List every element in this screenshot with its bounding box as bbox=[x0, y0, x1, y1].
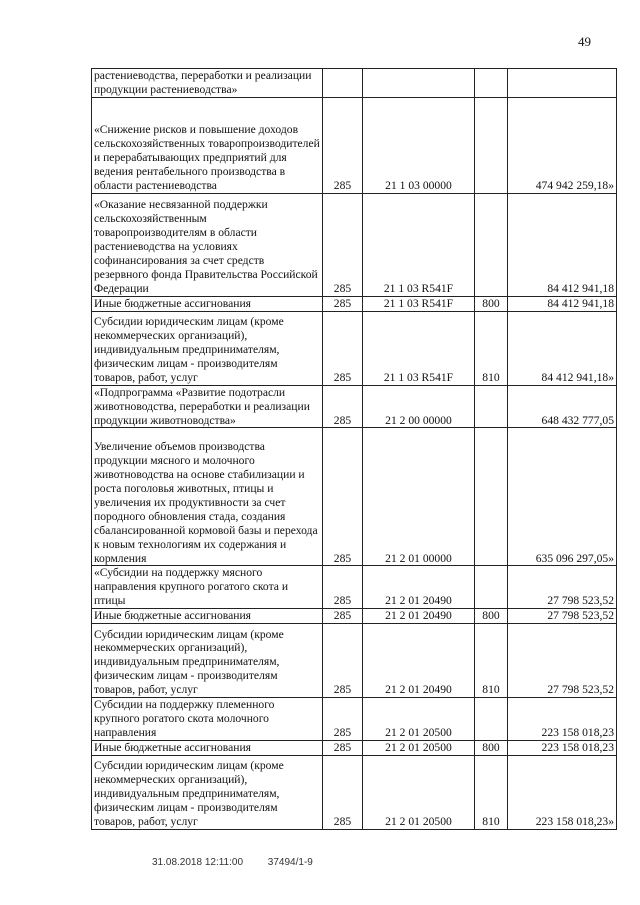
row-program: 21 2 01 20490 bbox=[363, 609, 475, 624]
row-name: Иные бюджетные ассигнования bbox=[92, 740, 323, 755]
table-row bbox=[92, 566, 617, 609]
row-type: 810 bbox=[475, 755, 508, 829]
row-type bbox=[475, 566, 508, 609]
row-code: 285 bbox=[323, 698, 363, 741]
row-program: 21 1 03 00000 bbox=[363, 97, 475, 193]
table-row bbox=[92, 69, 617, 98]
row-sum: 635 096 297,05» bbox=[508, 428, 617, 566]
table-row bbox=[92, 755, 617, 829]
row-sum: 223 158 018,23 bbox=[508, 698, 617, 741]
row-code: 285 bbox=[323, 566, 363, 609]
row-sum: 27 798 523,52 bbox=[508, 624, 617, 698]
row-type bbox=[475, 97, 508, 193]
row-type: 810 bbox=[475, 311, 508, 385]
row-name: «Снижение рисков и повышение доходов сельскохозяйственных товаропроизводителей и перерабатывающих предприятий для ведения рентабельного производства в области растениеводства bbox=[92, 97, 323, 193]
row-type bbox=[475, 698, 508, 741]
row-name: Иные бюджетные ассигнования bbox=[92, 296, 323, 311]
row-code: 285 bbox=[323, 311, 363, 385]
row-code: 285 bbox=[323, 624, 363, 698]
row-program: 21 2 01 20500 bbox=[363, 755, 475, 829]
row-code: 285 bbox=[323, 296, 363, 311]
row-code bbox=[323, 69, 363, 98]
table-row bbox=[92, 428, 617, 566]
row-name: растениеводства, переработки и реализации продукции растениеводства» bbox=[92, 69, 323, 98]
row-type bbox=[475, 428, 508, 566]
table-row bbox=[92, 740, 617, 755]
row-type: 810 bbox=[475, 624, 508, 698]
row-code: 285 bbox=[323, 97, 363, 193]
row-sum: 648 432 777,05 bbox=[508, 385, 617, 428]
table-row bbox=[92, 311, 617, 385]
table-row bbox=[92, 609, 617, 624]
row-program: 21 1 03 R541F bbox=[363, 311, 475, 385]
row-type bbox=[475, 385, 508, 428]
row-name: Субсидии юридическим лицам (кроме некоммерческих организаций), индивидуальным предпринимателям, физическим лицам - производителям товаров, работ, услуг bbox=[92, 624, 323, 698]
row-name: Субсидии на поддержку племенного крупного рогатого скота молочного направления bbox=[92, 698, 323, 741]
table-row bbox=[92, 193, 617, 296]
row-name: «Подпрограмма «Развитие подотрасли животноводства, переработки и реализации продукции животноводства» bbox=[92, 385, 323, 428]
row-code: 285 bbox=[323, 755, 363, 829]
row-program: 21 1 03 R541F bbox=[363, 296, 475, 311]
row-type: 800 bbox=[475, 740, 508, 755]
row-code: 285 bbox=[323, 385, 363, 428]
footer bbox=[152, 857, 335, 868]
table-row bbox=[92, 385, 617, 428]
row-program: 21 2 00 00000 bbox=[363, 385, 475, 428]
row-sum bbox=[508, 69, 617, 98]
row-sum: 84 412 941,18 bbox=[508, 296, 617, 311]
row-name: «Оказание несвязанной поддержки сельскохозяйственным товаропроизводителям в области растениеводства на условиях софинансирования за счет средств резервного фонда Правительства Российской Федерации bbox=[92, 193, 323, 296]
row-type bbox=[475, 69, 508, 98]
footer-doc-id: 37494/1-9 bbox=[267, 857, 313, 868]
footer-timestamp: 31.08.2018 12:11:00 bbox=[152, 857, 244, 868]
row-type: 800 bbox=[475, 296, 508, 311]
row-sum: 27 798 523,52 bbox=[508, 609, 617, 624]
row-code: 285 bbox=[323, 193, 363, 296]
row-code: 285 bbox=[323, 428, 363, 566]
row-program: 21 2 01 20500 bbox=[363, 740, 475, 755]
table-row bbox=[92, 296, 617, 311]
row-sum: 27 798 523,52 bbox=[508, 566, 617, 609]
row-type: 800 bbox=[475, 609, 508, 624]
row-name: Увеличение объемов производства продукции мясного и молочного животноводства на основе стабилизации и роста поголовья животных, птицы и увеличения их продуктивности за счет породного обновления стада, создания сбалансированной кормовой базы и перехода к новым технологиям их содержания и кормления bbox=[92, 428, 323, 566]
row-name: «Субсидии на поддержку мясного направления крупного рогатого скота и птицы bbox=[92, 566, 323, 609]
row-code: 285 bbox=[323, 609, 363, 624]
row-type bbox=[475, 193, 508, 296]
row-sum: 84 412 941,18 bbox=[508, 193, 617, 296]
row-program: 21 2 01 00000 bbox=[363, 428, 475, 566]
row-sum: 223 158 018,23 bbox=[508, 740, 617, 755]
row-program: 21 2 01 20490 bbox=[363, 624, 475, 698]
row-name: Субсидии юридическим лицам (кроме некоммерческих организаций), индивидуальным предпринимателям, физическим лицам - производителям товаров, работ, услуг bbox=[92, 311, 323, 385]
row-program bbox=[363, 69, 475, 98]
page-number: 49 bbox=[578, 34, 591, 49]
budget-table bbox=[91, 68, 617, 830]
table-row bbox=[92, 624, 617, 698]
row-program: 21 2 01 20490 bbox=[363, 566, 475, 609]
row-sum: 474 942 259,18» bbox=[508, 97, 617, 193]
row-name: Иные бюджетные ассигнования bbox=[92, 609, 323, 624]
row-sum: 223 158 018,23» bbox=[508, 755, 617, 829]
row-program: 21 2 01 20500 bbox=[363, 698, 475, 741]
table-row bbox=[92, 97, 617, 193]
row-name: Субсидии юридическим лицам (кроме некоммерческих организаций), индивидуальным предпринимателям, физическим лицам - производителям товаров, работ, услуг bbox=[92, 755, 323, 829]
row-sum: 84 412 941,18» bbox=[508, 311, 617, 385]
row-program: 21 1 03 R541F bbox=[363, 193, 475, 296]
row-code: 285 bbox=[323, 740, 363, 755]
table-row bbox=[92, 698, 617, 741]
